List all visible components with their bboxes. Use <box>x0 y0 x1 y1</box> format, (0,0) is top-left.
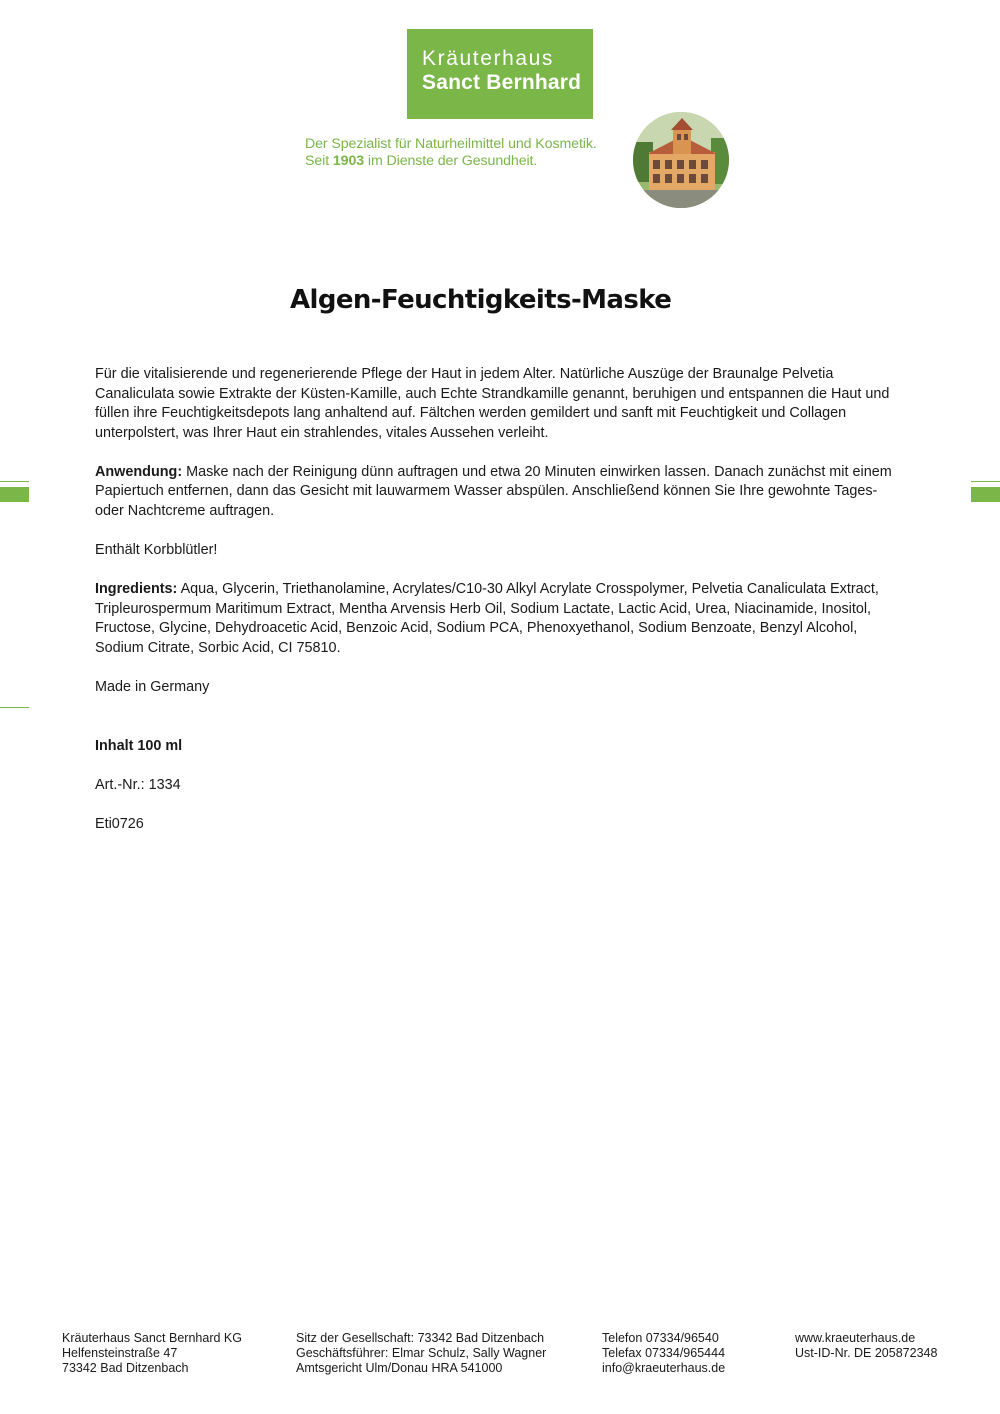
product-description <box>95 365 910 854</box>
footer-legal-info <box>296 1331 546 1376</box>
content-amount-value: Inhalt 100 ml <box>95 737 183 754</box>
fold-marker-right-line <box>971 481 1000 482</box>
footer-fax: Telefax 07334/965444 <box>602 1346 726 1360</box>
footer-company-address <box>62 1331 242 1376</box>
footer-registered-office: Sitz der Gesellschaft: 73342 Bad Ditzenbach <box>296 1331 545 1345</box>
punch-marker-left <box>0 707 29 708</box>
footer-website-link[interactable]: www.kraeuterhaus.de <box>795 1331 916 1345</box>
logo-text-line1: Kräuterhaus <box>422 47 555 70</box>
footer-contact <box>602 1331 725 1376</box>
origin-text: Made in Germany <box>95 678 210 695</box>
tagline-year: 1903 <box>332 153 365 169</box>
tagline-line1: Der Spezialist für Naturheilmittel und Kosmetik. <box>305 136 597 152</box>
tagline-pre: Seit <box>305 153 333 169</box>
usage-paragraph <box>95 463 910 522</box>
article-number: Art.-Nr.: 1334 <box>95 776 181 793</box>
footer-court-register: Amtsgericht Ulm/Donau HRA 541000 <box>296 1361 503 1375</box>
tagline-post: im Dienste der Gesundheit. <box>364 153 538 169</box>
tagline-line2 <box>305 153 597 170</box>
fold-marker-right-bar <box>971 487 1000 502</box>
usage-text: Maske nach der Reinigung dünn auftragen und etwa 20 Minuten einwirken lassen. Danach zunächst mit einem Papiertuch entfernen, dann das Gesicht mit lauwarmem Wasser abspülen. Anschließend können Sie Ihre gewohnte Tages- oder Nachtcreme auftragen. <box>95 463 892 519</box>
content-amount <box>95 737 910 757</box>
product-title: Algen-Feuchtigkeits-Maske <box>290 285 672 315</box>
allergen-note: Enthält Korbblütler! <box>95 541 218 558</box>
footer-city: 73342 Bad Ditzenbach <box>62 1361 189 1375</box>
footer-street: Helfensteinstraße 47 <box>62 1346 178 1360</box>
building-photo <box>633 112 729 208</box>
company-logo <box>407 29 593 119</box>
footer-web <box>795 1331 937 1361</box>
footer-vat-id: Ust-ID-Nr. DE 205872348 <box>795 1346 938 1360</box>
usage-label: Anwendung: <box>95 463 183 480</box>
ingredients-paragraph <box>95 580 910 658</box>
footer-managing-directors: Geschäftsführer: Elmar Schulz, Sally Wagner <box>296 1346 547 1360</box>
building-illustration-icon <box>633 112 729 208</box>
footer-phone: Telefon 07334/96540 <box>602 1331 719 1345</box>
fold-marker-left-line <box>0 481 29 482</box>
fold-marker-left-bar <box>0 487 29 502</box>
company-tagline <box>305 136 597 170</box>
footer-company-name: Kräuterhaus Sanct Bernhard KG <box>62 1331 242 1345</box>
logo-text-line2: Sanct Bernhard <box>422 71 582 94</box>
intro-paragraph: Für die vitalisierende und regenerierende Pflege der Haut in jedem Alter. Natürliche Auszüge der Braunalge Pelvetia Canaliculata sowie Extrakte der Küsten-Kamille, auch Echte Strandkamille genannt, beruhigen und entspannen die Haut und füllen ihre Feuchtigkeitsdepots lang anhaltend auf. Fältchen werden gemildert und sanft mit Feuchtigkeit und Collagen unterpolstert, was Ihrer Haut ein strahlendes, vitales Aussehen verleiht. <box>95 366 890 441</box>
footer-email-link[interactable]: info@kraeuterhaus.de <box>602 1361 726 1375</box>
ingredients-label: Ingredients: <box>95 580 178 597</box>
ingredients-text: Aqua, Glycerin, Triethanolamine, Acrylates/C10-30 Alkyl Acrylate Crosspolymer, Pelvetia Canaliculata Extract, Tripleurospermum Maritimum Extract, Mentha Arvensis Herb Oil, Sodium Lactate, Lactic Acid, Urea, Niacinamide, Inositol, Fructose, Glycine, Dehydroacetic Acid, Benzoic Acid, Sodium PCA, Phenoxyethanol, Sodium Benzoate, Benzyl Alcohol, Sodium Citrate, Sorbic Acid, CI 75810. <box>95 580 879 656</box>
label-code: Eti0726 <box>95 815 144 832</box>
